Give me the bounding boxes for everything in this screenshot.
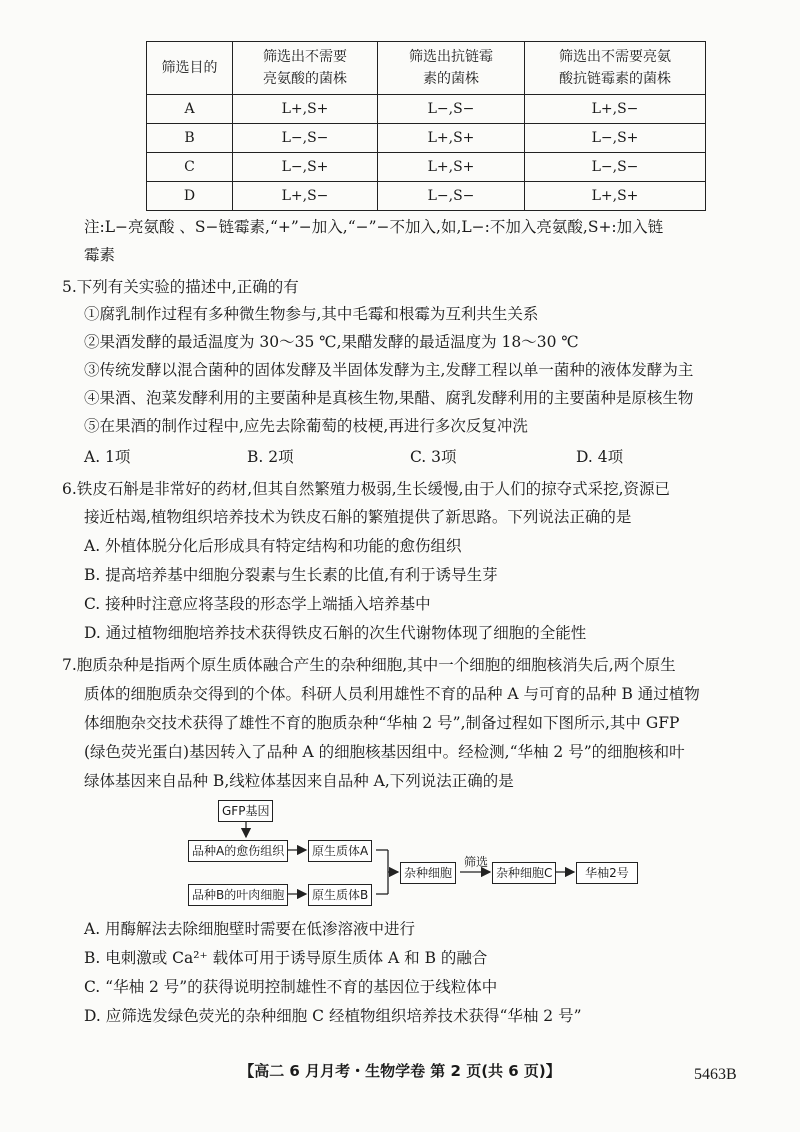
table-header-row — [147, 42, 706, 95]
protoplast-b-box: 原生质体B — [308, 884, 372, 906]
q6-stem-line-2: 接近枯竭,植物组织培养技术为铁皮石斛的繁殖提供了新思路。下列说法正确的是 — [84, 508, 632, 526]
variety-b-leaf-box: 品种B的叶肉细胞 — [188, 884, 288, 906]
q7-option-b[interactable]: B. 电刺激或 Ca²⁺ 载体可用于诱导原生质体 A 和 B 的融合 — [84, 949, 488, 967]
table-cell: L−,S− — [525, 153, 706, 182]
table-note-line-1: 注:L−亮氨酸 、S−链霉素,“+”−加入,“−”−不加入,如,L−:不加入亮氨酸,S+:加入链 — [84, 218, 664, 236]
screening-table — [146, 41, 706, 211]
table-cell: B — [147, 124, 233, 153]
q7-stem-line: 7.胞质杂种是指两个原生质体融合产生的杂种细胞,其中一个细胞的细胞核消失后,两个原生 — [62, 656, 676, 674]
table-cell: L−,S− — [233, 124, 378, 153]
table-header-cell: 筛选出不需要 亮氨酸的菌株 — [233, 42, 378, 95]
table-cell: D — [147, 182, 233, 211]
table-row — [147, 182, 706, 211]
table-cell: L−,S+ — [525, 124, 706, 153]
variety-a-callus-box: 品种A的愈伤组织 — [188, 840, 288, 862]
q7-option-a[interactable]: A. 用酶解法去除细胞壁时需要在低渗溶液中进行 — [84, 920, 416, 938]
q5-option-b[interactable]: B. 2项 — [247, 448, 294, 466]
q7-option-c[interactable]: C. “华柚 2 号”的获得说明控制雄性不育的基因位于线粒体中 — [84, 978, 498, 996]
table-cell: C — [147, 153, 233, 182]
q7-stem-line: (绿色荧光蛋白)基因转入了品种 A 的细胞核基因组中。经检测,“华柚 2 号”的细胞核和叶 — [84, 743, 685, 761]
page-footer: 【高二 6 月月考・生物学卷 第 2 页(共 6 页)】 — [239, 1062, 561, 1080]
hybrid-cell-c-box: 杂种细胞C — [492, 862, 556, 884]
protoplast-fusion-diagram — [188, 798, 648, 908]
table-cell: L+,S− — [525, 95, 706, 124]
table-header-cell: 筛选出不需要亮氨 酸抗链霉素的菌株 — [525, 42, 706, 95]
q5-item: ⑤在果酒的制作过程中,应先去除葡萄的枝梗,再进行多次反复冲洗 — [84, 417, 528, 435]
table-cell: L−,S− — [378, 95, 525, 124]
table-cell: L+,S− — [233, 182, 378, 211]
table-row — [147, 153, 706, 182]
q6-option-d[interactable]: D. 通过植物细胞培养技术获得铁皮石斛的次生代谢物体现了细胞的全能性 — [84, 624, 587, 642]
q5-stem: 5.下列有关实验的描述中,正确的有 — [62, 278, 299, 296]
table-cell: L+,S+ — [233, 95, 378, 124]
q5-option-d[interactable]: D. 4项 — [576, 448, 624, 466]
hybrid-cell-box: 杂种细胞 — [400, 862, 456, 884]
q6-option-b[interactable]: B. 提高培养基中细胞分裂素与生长素的比值,有利于诱导生芽 — [84, 566, 498, 584]
table-note-line-2: 霉素 — [84, 246, 116, 264]
q5-item: ④果酒、泡菜发酵利用的主要菌种是真核生物,果醋、腐乳发酵利用的主要菌种是原核生物 — [84, 389, 694, 407]
screening-label: 筛选 — [464, 855, 489, 869]
q5-item: ①腐乳制作过程有多种微生物参与,其中毛霉和根霉为互利共生关系 — [84, 305, 539, 323]
table-cell: L−,S+ — [233, 153, 378, 182]
q6-stem-line-1: 6.铁皮石斛是非常好的药材,但其自然繁殖力极弱,生长缓慢,由于人们的掠夺式采挖,资源已 — [62, 480, 670, 498]
exam-code: 5463B — [694, 1066, 737, 1083]
table-row — [147, 95, 706, 124]
q6-option-c[interactable]: C. 接种时注意应将茎段的形态学上端插入培养基中 — [84, 595, 431, 613]
table-cell: L+,S+ — [378, 153, 525, 182]
table-header-cell: 筛选目的 — [147, 42, 233, 95]
table-cell: L−,S− — [378, 182, 525, 211]
table-header-cell: 筛选出抗链霉 素的菌株 — [378, 42, 525, 95]
q5-item: ②果酒发酵的最适温度为 30～35 ℃,果醋发酵的最适温度为 18～30 ℃ — [84, 333, 579, 351]
q6-option-a[interactable]: A. 外植体脱分化后形成具有特定结构和功能的愈伤组织 — [84, 537, 462, 555]
table-cell: A — [147, 95, 233, 124]
q5-option-a[interactable]: A. 1项 — [84, 448, 131, 466]
q7-option-d[interactable]: D. 应筛选发绿色荧光的杂种细胞 C 经植物组织培养技术获得“华柚 2 号” — [84, 1007, 582, 1025]
gfp-gene-box: GFP基因 — [218, 800, 273, 822]
huayou-2-box: 华柚2号 — [576, 862, 638, 884]
table-cell: L+,S+ — [378, 124, 525, 153]
q7-stem-line: 绿体基因来自品种 B,线粒体基因来自品种 A,下列说法正确的是 — [84, 772, 514, 790]
protoplast-a-box: 原生质体A — [308, 840, 372, 862]
q5-item: ③传统发酵以混合菌种的固体发酵及半固体发酵为主,发酵工程以单一菌种的液体发酵为主 — [84, 361, 694, 379]
q7-stem-line: 质体的细胞质杂交得到的个体。科研人员利用雄性不育的品种 A 与可育的品种 B 通过植物 — [84, 685, 700, 703]
table-row — [147, 124, 706, 153]
q5-option-c[interactable]: C. 3项 — [410, 448, 457, 466]
table-cell: L+,S+ — [525, 182, 706, 211]
q7-stem-line: 体细胞杂交技术获得了雄性不育的胞质杂种“华柚 2 号”,制备过程如下图所示,其中 GFP — [84, 714, 680, 732]
